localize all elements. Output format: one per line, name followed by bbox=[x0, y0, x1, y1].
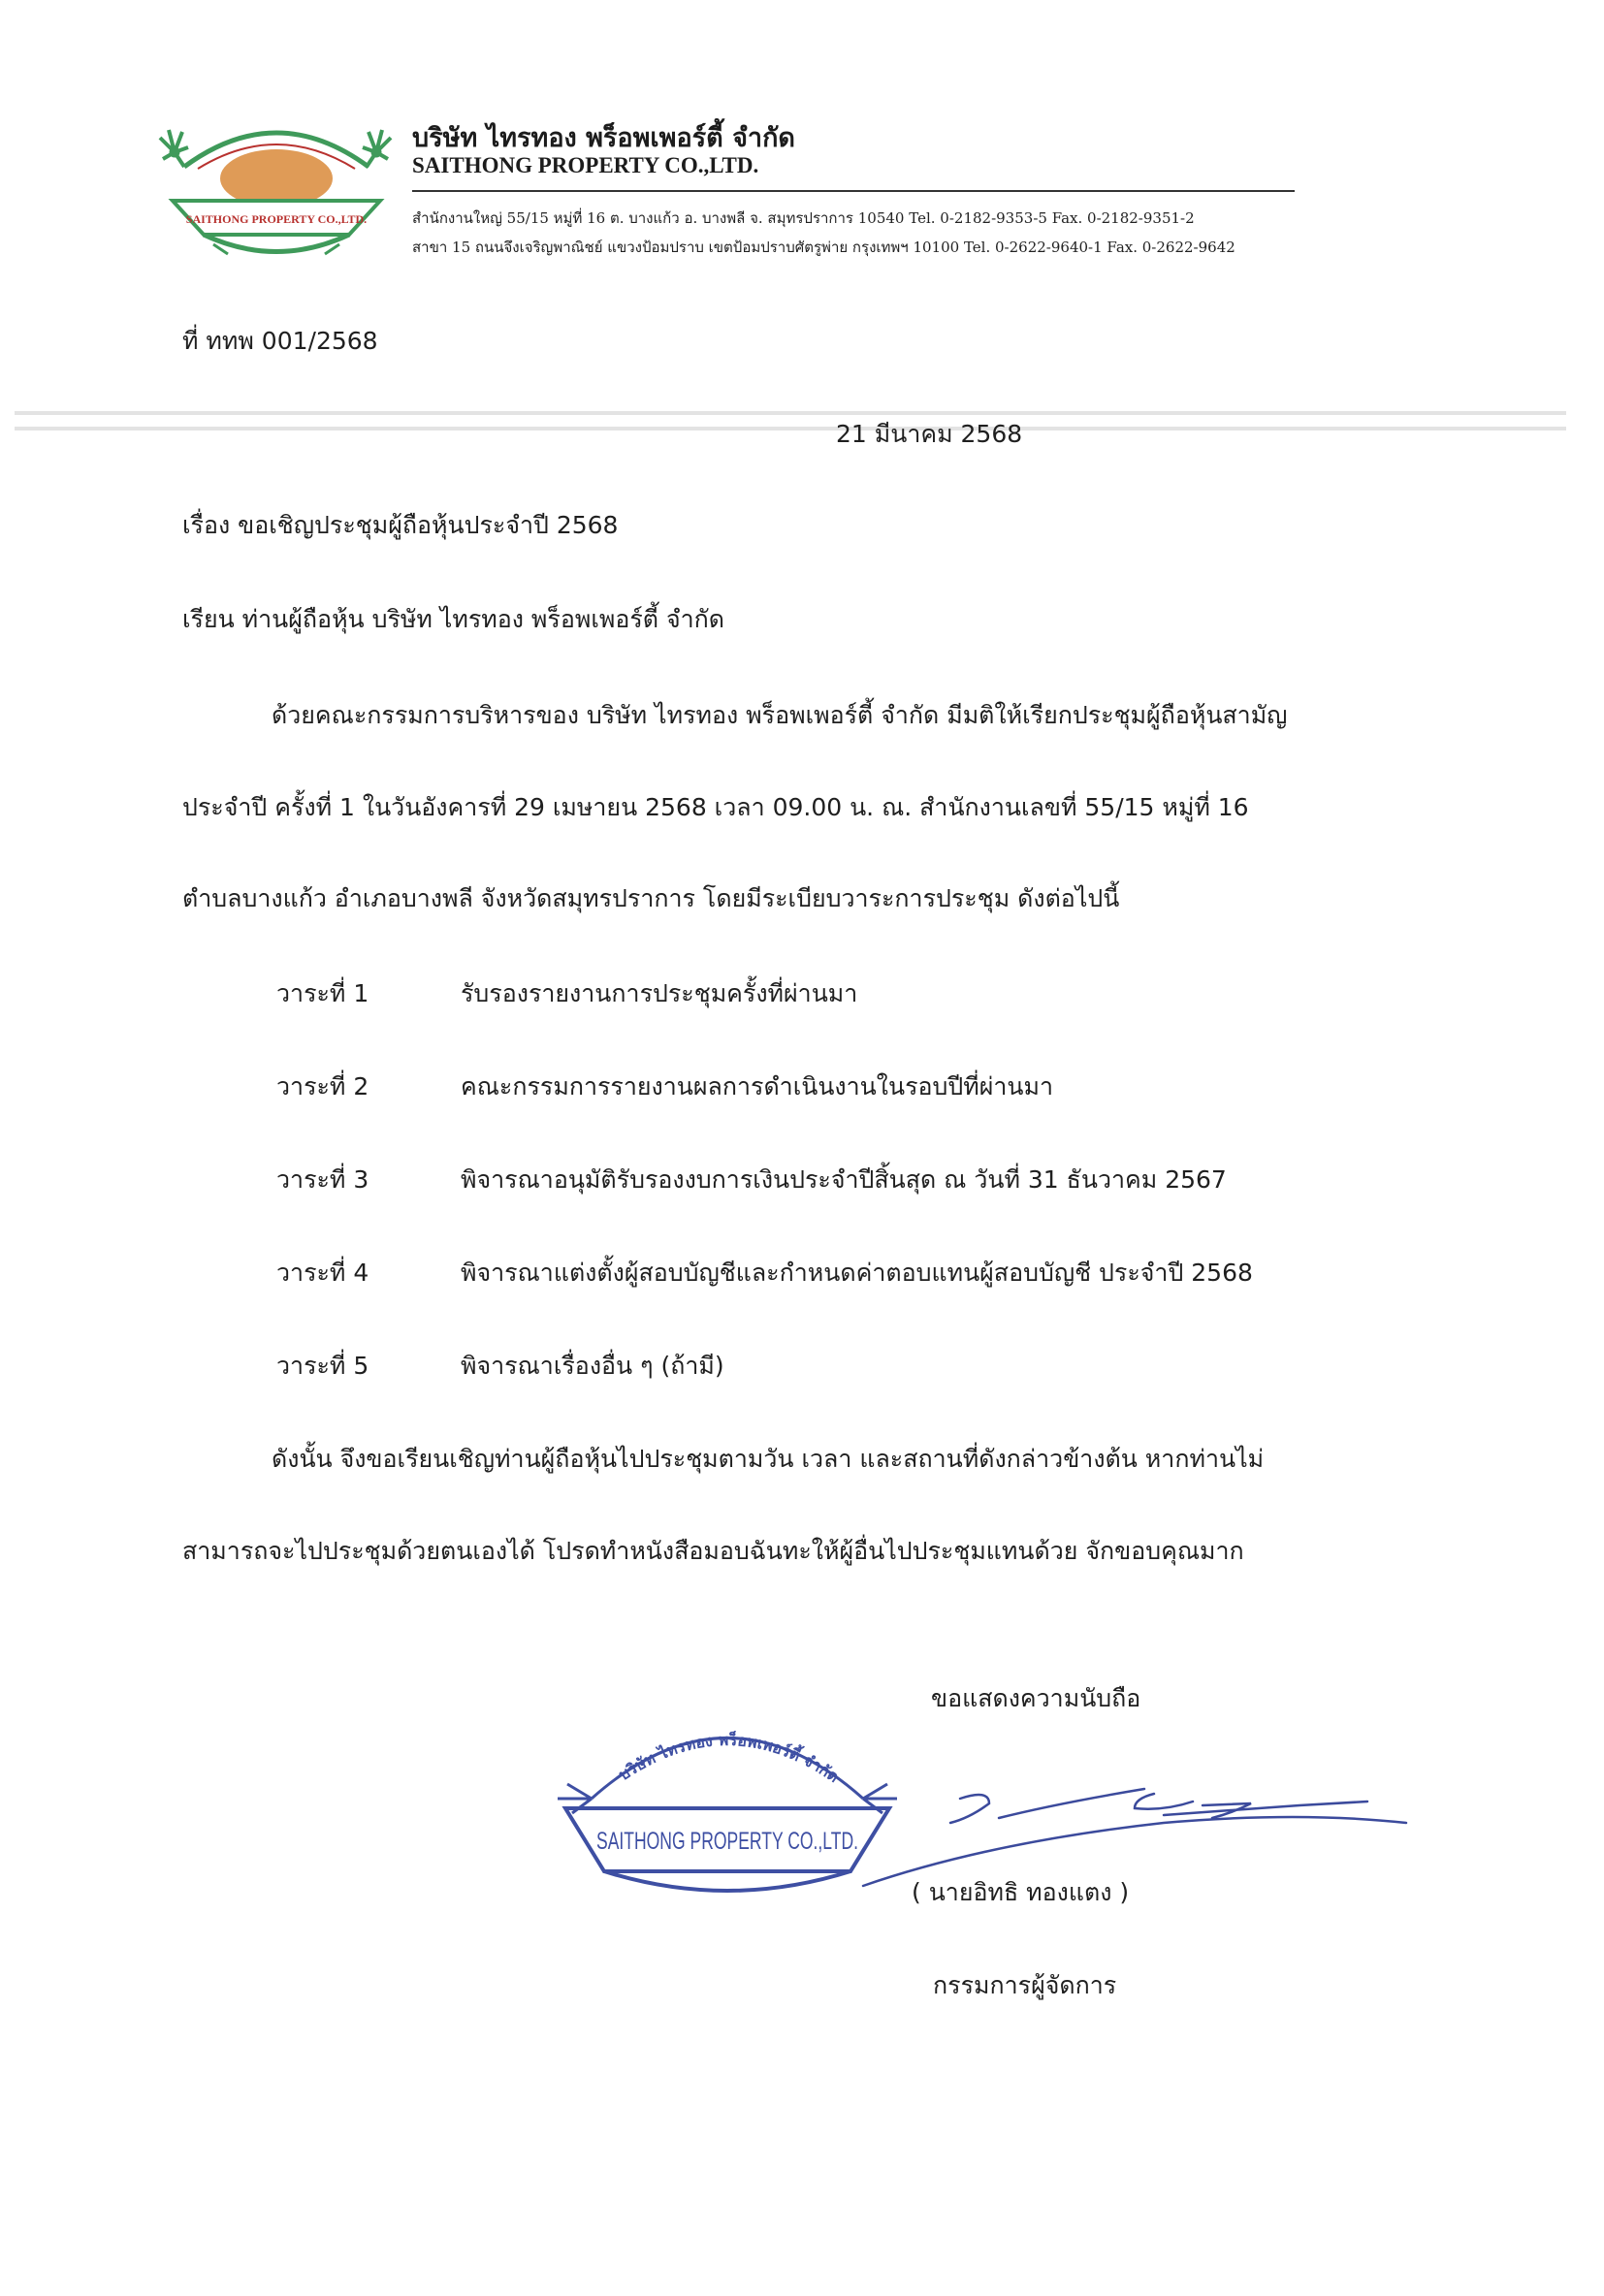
letter-subject: เรื่อง ขอเชิญประชุมผู้ถือหุ้นประจำปี 2568 bbox=[182, 511, 619, 539]
head-office-address: สำนักงานใหญ่ 55/15 หมู่ที่ 16 ต. บางแก้ว อ. บางพลี จ. สมุทรปราการ 10540 Tel. 0-2182-9353-5 Fax. 0-2182-9351-2 bbox=[412, 209, 1195, 227]
paragraph-line: ประจำปี ครั้งที่ 1 ในวันอังคารที่ 29 เมษายน 2568 เวลา 09.00 น. ณ. สำนักงานเลขที่ 55/15 หมู่ที่ 16 bbox=[182, 793, 1249, 821]
letter-recipient: เรียน ท่านผู้ถือหุ้น บริษัท ไทรทอง พร็อพเพอร์ตี้ จำกัด bbox=[182, 605, 725, 633]
palm-left-icon bbox=[160, 130, 188, 167]
company-name-english: SAITHONG PROPERTY CO.,LTD. bbox=[412, 153, 759, 177]
agenda-number: วาระที่ 4 bbox=[276, 1259, 369, 1287]
header-divider bbox=[412, 190, 1295, 192]
agenda-description: พิจารณาแต่งตั้งผู้สอบบัญชีและกำหนดค่าตอบแทนผู้สอบบัญชี ประจำปี 2568 bbox=[461, 1259, 1253, 1287]
stamp-thai-text: บริษัท ไทรทอง พร็อพเพอร์ตี้ จำกัด bbox=[615, 1730, 843, 1787]
paragraph-line: ตำบลบางแก้ว อำเภอบางพลี จังหวัดสมุทรปราการ โดยมีระเบียบวาระการประชุม ดังต่อไปนี้ bbox=[182, 884, 1120, 912]
letter-date: 21 มีนาคม 2568 bbox=[836, 420, 1023, 448]
agenda-description: พิจารณาอนุมัติรับรองงบการเงินประจำปีสิ้นสุด ณ วันที่ 31 ธันวาคม 2567 bbox=[461, 1165, 1227, 1194]
company-logo bbox=[155, 109, 398, 264]
palm-right-icon bbox=[363, 130, 391, 167]
logo-text: SAITHONG PROPERTY CO.,LTD. bbox=[185, 212, 368, 226]
paragraph-line: ด้วยคณะกรรมการบริหารของ บริษัท ไทรทอง พร็อพเพอร์ตี้ จำกัด มีมติให้เรียกประชุมผู้ถือหุ้นสามัญ bbox=[272, 701, 1288, 729]
reference-number: ที่ ททพ 001/2568 bbox=[182, 327, 378, 355]
company-name-thai: บริษัท ไทรทอง พร็อพเพอร์ตี้ จำกัด bbox=[412, 123, 795, 153]
closing-paragraph-line: ดังนั้น จึงขอเรียนเชิญท่านผู้ถือหุ้นไปประชุมตามวัน เวลา และสถานที่ดังกล่าวข้างต้น หากท่านไม่ bbox=[272, 1445, 1265, 1473]
agenda-number: วาระที่ 5 bbox=[276, 1352, 369, 1380]
scan-line bbox=[15, 411, 1566, 415]
agenda-number: วาระที่ 1 bbox=[276, 979, 369, 1007]
closing-paragraph-line: สามารถจะไปประชุมด้วยตนเองได้ โปรดทำหนังสือมอบฉันทะให้ผู้อื่นไปประชุมแทนด้วย จักขอบคุณมาก bbox=[182, 1537, 1244, 1565]
signer-position: กรรมการผู้จัดการ bbox=[933, 1971, 1117, 1999]
agenda-description: พิจารณาเรื่องอื่น ๆ (ถ้ามี) bbox=[461, 1352, 724, 1380]
agenda-number: วาระที่ 3 bbox=[276, 1165, 369, 1194]
stamp-english-text: SAITHONG PROPERTY CO.,LTD. bbox=[596, 1828, 858, 1855]
scan-line bbox=[15, 427, 1566, 430]
agenda-description: คณะกรรมการรายงานผลการดำเนินงานในรอบปีที่ผ่านมา bbox=[461, 1072, 1054, 1100]
branch-address: สาขา 15 ถนนจึงเจริญพาณิชย์ แขวงป้อมปราบ เขตป้อมปราบศัตรูพ่าย กรุงเทพฯ 10100 Tel. 0-2622-9640-1 Fax. 0-2622-9642 bbox=[412, 239, 1235, 256]
agenda-description: รับรองรายงานการประชุมครั้งที่ผ่านมา bbox=[461, 979, 858, 1007]
closing-salutation: ขอแสดงความนับถือ bbox=[931, 1684, 1141, 1712]
signer-name: ( นายอิทธิ ทองแตง ) bbox=[912, 1878, 1130, 1906]
agenda-number: วาระที่ 2 bbox=[276, 1072, 369, 1100]
